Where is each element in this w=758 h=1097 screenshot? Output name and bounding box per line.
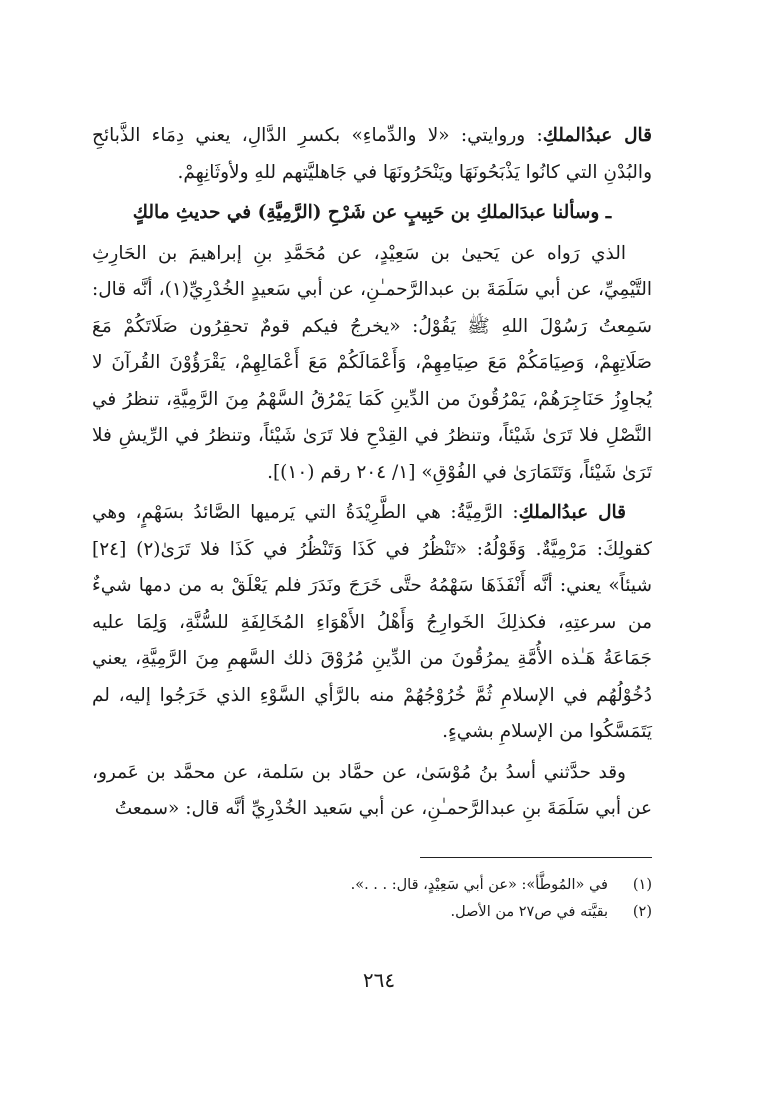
footnote-1 <box>92 872 652 899</box>
paragraph-1 <box>92 118 652 191</box>
main-text <box>92 118 652 828</box>
footnote-number: (١) <box>632 877 652 893</box>
paragraph-text: : وروايتي: «لا والدِّماءِ» بكسرِ الدَّالِ، يعني دِمَاء الذَّبائحِ والبُدْنِ التي كانُوا يَذْبَحُونَهَا ويَنْحَرُونَهَا في جَاهليَّتهم للهِ ولأوثَانِهِمْ. <box>92 125 652 183</box>
footnote-2 <box>92 899 652 926</box>
footnotes <box>92 872 652 926</box>
footnote-text: في «المُوطَّأ»: «عن أبي سَعِيْدٍ، قال: . . .». <box>350 877 608 893</box>
paragraph-4: وقد حدَّثني أسدُ بنُ مُوْسَىٰ، عن حمَّاد بن سَلمة، عن محمَّد بن عَمرو، عن أبي سَلَمَةَ بنِ عبدالرَّحمـٰنِ، عن أبي سَعيد الخُدْرِيِّ أنَّه قال: «سمعتُ <box>92 761 652 819</box>
paragraph-text: : الرَّمِيَّةُ: هي الطَّرِيْدَةُ التي يَرميها الصَّائدُ بسَهْمٍ، وهي كقولِكَ: مَرْمِيَّةٌ. وَقَوْلُهُ: «تَنْظُرُ في كَذَا وَتَنْظُرُ في كَذَا فلا تَرَىٰ(٢) [٢٤] شيئاً» يعني: أنَّه أَنْفَذَهَا سَهْمُهُ حتَّى خَرَجَ ونَدَرَ فلم يَعْلَقْ به من دمها شيءٌ من سرعتِهِ، فكذلِكَ الخَوارِجُ وَأَهْلُ الأَهْوَاءِ المُخَالِفَةِ للسُّنَّةِ، وَلِمَا عليه جَمَاعَةُ هَـٰذه الأُمَّةِ يمرُقُونَ من الدِّينِ مُرُوْقَ ذلك السَّهمِ مِنَ الرَّمِيَّةِ، يعني دُخُوْلُهُم في الإسلامِ ثُمَّ خُرُوْجُهُمْ منه بالرَّأي السَّوْءِ الذي خَرَجُوا إليه، لم يَتَمَسَّكُوا من الإسلامِ بشيءٍ. <box>92 502 652 742</box>
section-heading: ـ وسألنا عبدَالملكِ بن حَبِيبٍ عن شَرْحِ (الرَّمِيَّةِ) في حديثِ مالكٍ <box>132 202 612 223</box>
speaker-label: قال عبدُالملكِ <box>542 125 653 146</box>
footnote-number: (٢) <box>632 904 652 920</box>
footnote-text: بقيَّته في ص٢٧ من الأصل. <box>450 904 608 920</box>
page-number: ٢٦٤ <box>362 968 396 992</box>
footnote-divider <box>420 857 652 858</box>
paragraph-3 <box>92 495 652 751</box>
speaker-label: قال عبدُالملكِ <box>518 502 626 523</box>
paragraph-2: الذي رَواه عن يَحيىٰ بن سَعِيْدٍ، عن مُحَمَّدِ بنِ إبراهيمَ بن الحَارِثِ التَّيْمِيِّ، عن أبي سَلَمَةَ بن عبدالرَّحمـٰنِ، عن أبي سَعيدٍ الخُدْرِيِّ(١)، أنَّه قال: سَمِعتُ رَسُوْلَ اللهِ ﷺ يَقُوْلُ: «يخرجُ فيكم قومٌ تحقِرُون صَلَاتَكُمْ مَعَ صَلَاتِهِمْ، وَصِيَامَكُمْ مَعَ صِيَامِهِمْ، وَأَعْمَالَكُمْ مَعَ أَعْمَالِهِمْ، يَقْرَؤُوْنَ القُرآنَ لا يُجاوِزُ حَنَاجِرَهُمْ، يَمْرُقُونَ من الدِّينِ كَمَا يَمْرُقُ السَّهْمُ مِنَ الرَّمِيَّةِ، تنظرُ في النَّصْلِ فلا تَرَىٰ شَيْئاً، وتنظرُ في القِدْحِ فلا تَرَىٰ شَيْئاً، وتنظرُ في الرِّيشِ فلا تَرَىٰ شَيْئاً، وَتَتَمَارَىٰ في الفُوْقِ» [١/ ٢٠٤ رقم (١٠)]. <box>92 242 652 483</box>
